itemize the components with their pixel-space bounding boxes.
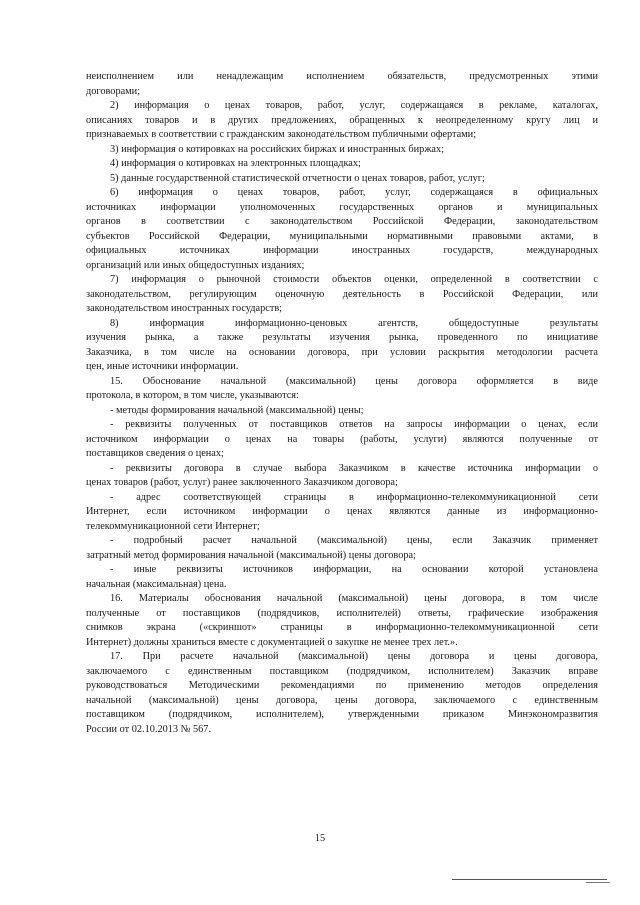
paragraph-p-16 bbox=[86, 592, 598, 650]
paragraph-p-6 bbox=[86, 186, 598, 273]
text-line: - методы формирования начальной (максимальной) цены; bbox=[110, 404, 364, 416]
text-line: изучения рынка, а также результаты изучения рынка, проведенного по инициативе bbox=[86, 332, 598, 343]
paragraph-p-17 bbox=[86, 650, 598, 737]
text-line: России от 02.10.2013 № 567. bbox=[86, 723, 212, 735]
text-line: договорами; bbox=[86, 85, 141, 97]
bottom-rule bbox=[452, 879, 607, 880]
text-line: официальных источниках информации иностранных государств, международных bbox=[86, 245, 598, 256]
text-line: полученные от поставщиков (подрядчиков, исполнителей) ответы, графические изображения bbox=[86, 607, 598, 619]
text-line: 4) информация о котировках на электронных площадках; bbox=[110, 158, 361, 169]
text-line: - иные реквизиты источников информации, на основании которой установлена bbox=[110, 564, 598, 575]
text-line: телекоммуникационной сети Интернет; bbox=[86, 520, 260, 532]
paragraph-p-15-f bbox=[86, 563, 598, 592]
paragraph-p-4 bbox=[86, 157, 598, 172]
paragraph-p-2 bbox=[86, 99, 598, 143]
text-line: затратный метод формирования начальной (максимальной) цены договора; bbox=[86, 549, 416, 561]
text-line: - подробный расчет начальной (максимальной) цены, если Заказчик применяет bbox=[110, 535, 598, 546]
text-line: 16. Материалы обоснования начальной (максимальной) цены договора, в том числе bbox=[110, 593, 598, 604]
text-line: признаваемых в соответствии с гражданским законодательством публичными офертами; bbox=[86, 129, 477, 140]
paragraph-p-15-e bbox=[86, 534, 598, 563]
text-line: 5) данные государственной статистической отчетности о ценах товаров, работ, услуг; bbox=[110, 172, 485, 184]
body-text bbox=[86, 70, 598, 737]
text-line: 8) информация информационно-ценовых агентств, общедоступные результаты bbox=[110, 317, 598, 329]
paragraph-p-8 bbox=[86, 317, 598, 375]
text-line: источником информации о ценах на товары (работы, услуги) являются полученные от bbox=[86, 433, 598, 445]
text-line: 15. Обоснование начальной (максимальной) цены договора оформляется в виде bbox=[110, 375, 598, 387]
text-line: источниках информации уполномоченных государственных органов и муниципальных bbox=[86, 201, 598, 213]
text-line: заключаемого с единственным поставщиком (подрядчиком, исполнителем) Заказчик вправе bbox=[86, 665, 598, 677]
text-line: Интернет) должны храниться вместе с документацией о закупке не менее трех лет.». bbox=[86, 636, 458, 648]
paragraph-p-15 bbox=[86, 375, 598, 404]
bottom-rule-dash bbox=[586, 882, 610, 883]
text-line: 17. При расчете начальной (максимальной) цены договора и цены договора, bbox=[110, 651, 598, 662]
paragraph-p-15-b bbox=[86, 418, 598, 462]
text-line: неисполнением или ненадлежащим исполнением обязательств, предусмотренных этими bbox=[86, 71, 598, 82]
text-line: руководствоваться Методическими рекомендациями по применению методов определения bbox=[86, 680, 598, 691]
text-line: законодательством иностранных государств; bbox=[86, 303, 283, 314]
text-line: протокола, в котором, в том числе, указываются: bbox=[86, 390, 299, 401]
text-line: 2) информация о ценах товаров, работ, услуг, содержащаяся в рекламе, каталогах, bbox=[110, 100, 598, 111]
text-line: 3) информация о котировках на российских биржах и иностранных биржах; bbox=[110, 143, 445, 155]
text-line: цен, иные источники информации. bbox=[86, 361, 239, 372]
paragraph-p-15-a bbox=[86, 404, 598, 419]
text-line: поставщиком (подрядчиком, исполнителем), утвержденными приказом Минэкономразвития bbox=[86, 709, 598, 720]
text-line: начальной (максимальной) цены договора, цены договора, заключаемого с единственным bbox=[86, 694, 598, 706]
text-line: 7) информация о рыночной стоимости объектов оценки, определенной в соответствии с bbox=[110, 274, 598, 285]
text-line: снимков экрана («скриншот» страницы в информационно-телекоммуникационной сети bbox=[86, 622, 598, 633]
text-line: субъектов Российской Федерации, муниципальными нормативными правовыми актами, в bbox=[86, 230, 598, 242]
paragraph-p-3 bbox=[86, 143, 598, 158]
text-line: организаций или иных общедоступных изданиях; bbox=[86, 259, 305, 271]
paragraph-p-15-d bbox=[86, 491, 598, 535]
text-line: - адрес соответствующей страницы в информационно-телекоммуникационной сети bbox=[110, 491, 598, 503]
text-line: - реквизиты полученных от поставщиков ответов на запросы информации о ценах, если bbox=[110, 419, 598, 430]
paragraph-p-15-c bbox=[86, 462, 598, 491]
text-line: органов в соответствии с законодательством Российской Федерации, законодательством bbox=[86, 216, 598, 227]
page-number: 15 bbox=[314, 833, 326, 844]
paragraph-p-5 bbox=[86, 172, 598, 187]
text-line: поставщиков сведения о ценах; bbox=[86, 448, 224, 459]
text-line: Заказчика, в том числе на основании договора, при условии раскрытия методологии расчета bbox=[86, 346, 598, 358]
paragraph-p-7 bbox=[86, 273, 598, 317]
paragraph-p-cont bbox=[86, 70, 598, 99]
text-line: законодательством, регулирующим оценочную деятельность в Российской Федерации, или bbox=[86, 288, 598, 300]
text-line: 6) информация о ценах товаров, работ, услуг, содержащаяся в официальных bbox=[110, 187, 598, 198]
text-line: Интернет, если источником информации о ценах являются данные из информационно- bbox=[86, 506, 598, 517]
text-line: начальная (максимальная) цена. bbox=[86, 578, 227, 590]
text-line: описаниях товаров и в других предложениях, обращенных к неопределенному кругу лиц и bbox=[86, 114, 598, 126]
text-line: - реквизиты договора в случае выбора Заказчиком в качестве источника информации о bbox=[110, 462, 598, 474]
text-line: ценах товаров (работ, услуг) ранее заключенного Заказчиком договора; bbox=[86, 477, 398, 488]
